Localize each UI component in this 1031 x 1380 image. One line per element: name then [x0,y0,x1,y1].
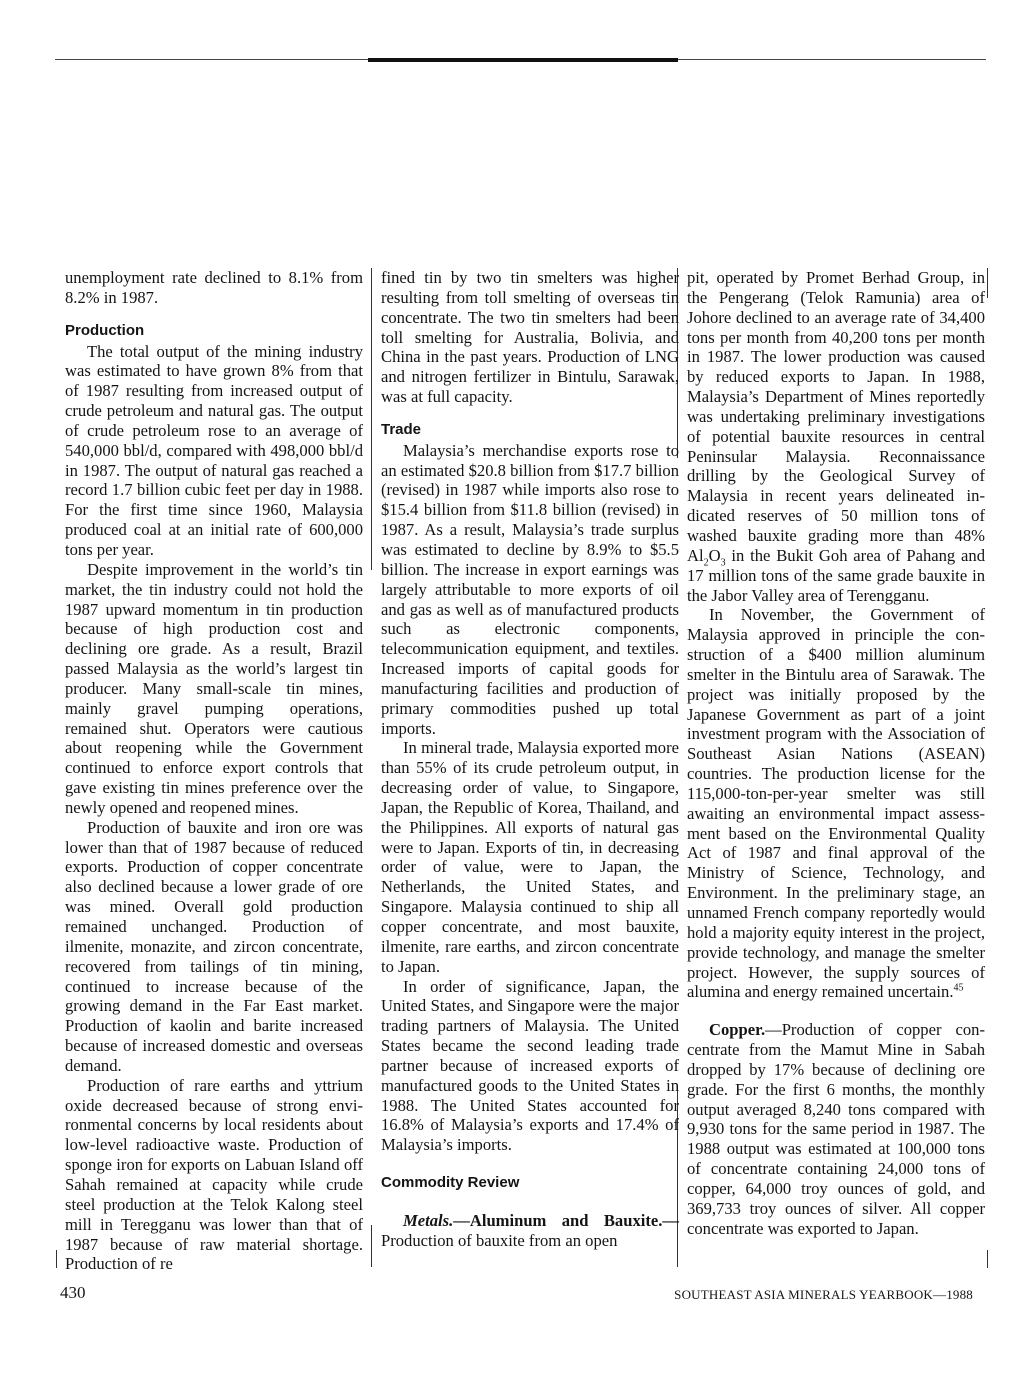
paragraph: unemployment rate declined to 8.1% from 8.2% in 1987. [65,268,363,307]
runin-heading-metals: Metals. [403,1210,454,1230]
paragraph: In mineral trade, Malaysia exported more than 55% of its crude petroleum output, in decreasing order of value, to Singapore, Japan, the Republic of Korea, Thailand, and the Philippines. All exports of natural gas were to Japan. Exports of tin, in decreasing order of value, were to Japan, the Netherlands, the United States, and Singapore. Malaysia continued to ship all copper concentrate, and most bauxite, ilmenite, rare earths, and zircon concentrate to Japan. [381,738,679,976]
column-divider [371,1225,372,1267]
paragraph-text: pit, operated by Promet Berhad Group, in the Pengerang (Telok Ramunia) area of Johore declined to an average rate of 34,400 tons per month from 40,200 tons per month in 1987. The lower production was caused by reduced exports to Japan. In 1988, Malaysia’s Department of Mines reportedly was undertaking preliminary investigations of potential bauxite resources in central Peninsular Malaysia. Reconnaissance drilling by the Geological Survey of Malaysia in recent years delineated indicated reserves of 50 million tons of washed bauxite grading more than 48% [687,268,985,545]
paragraph: Malaysia’s merchandise exports rose to an estimated $20.8 billion from $17.7 billion (revised) in 1987 while imports also rose to $15.4 billion from $11.8 billion (revised) in 1987. As a result, Malaysia’s trade surplus was estimated to decline by 8.9% to $5.5 billion. The increase in export earnings was largely attributable to more exports of oil and gas as well as of manufactured products such as electronic components, telecommunication equipment, and textiles. Increased imports of capital goods for manufacturing facilities and production of primary commodities pushed up total imports. [381,440,679,738]
header-rule-accent [368,58,678,62]
runin-heading-aluminum: —Aluminum and Bauxite.— [453,1210,679,1230]
column-divider [371,268,372,570]
chemical-formula: $Al_2O_3$ [687,545,726,569]
section-heading-commodity-review: Commodity Review [381,1174,520,1192]
paragraph [381,1211,679,1251]
paragraph-text: —Production of copper concentrate from the Mamut Mine in Sabah dropped by 17% because of declining ore grade. For the first 6 months, the monthly output averaged 8,240 tons compared with 9,930 tons for the same period in 1987. The 1988 output was estimated at 100,000 tons of concentrate containing 24,000 tons of copper, 64,000 troy ounces of gold, and 369,733 troy ounces of silver. All copper concentrate was exported to Japan. [687,1020,985,1238]
paragraph-text: in the Bukit Goh area of Pahang and 17 million tons of the same grade bauxite in the Jabor Valley area of Terengganu. [687,545,985,605]
column-divider [56,1250,57,1268]
column-divider [987,1250,988,1268]
page-number: 430 [60,1283,86,1302]
paragraph [687,268,985,605]
section-heading-trade: Trade [381,420,422,438]
paragraph: Production of bauxite and iron ore was lower than that of 1987 because of reduced exports. Production of copper concentrate also declined because a lower grade of ore was mined. Overall gold production remained unchanged. Production of ilmenite, monazite, and zircon concentrate, recovered from tailings of tin mining, continued to increase because of the growing demand in the Far East market. Production of kaolin and barite increased because of increased domestic and overseas demand. [65,817,363,1075]
section-heading-production: Production [65,321,145,339]
paragraph-text: In November, the Government of Malaysia approved in principle the construction of a $400 million aluminum smelter in the Bintulu area of Sarawak. The project was initially proposed by the Japanese Government as part of a joint investment program with the Association of Southeast Asian Nations (ASEAN) countries. The production license for the 115,000-ton-per-year smelter was still awaiting an environmental impact assessment based on the Environmental Quality Act of 1987 and final approval of the Ministry of Science, Technology, and Environment. In the preliminary stage, an unnamed French company reportedly would hold a majority equity interest in the project, provide technology, and manage the smelter project. However, the supply sources of alumina and energy remained uncertain. [687,605,985,1002]
paragraph: fined tin by two tin smelters was higher resulting from toll smelting of overseas tin concentrate. The two tin smelters had been toll smelting for Australia, Bolivia, and China in the past years. Production of LNG and nitrogen fertilizer in Bintulu, Sarawak, was at full capacity. [381,268,679,407]
paragraph [687,1020,985,1238]
text-column-1 [65,268,363,1274]
column-divider [987,268,988,298]
text-column-2 [381,268,679,1251]
footnote-ref: 45 [953,982,964,994]
paragraph [687,605,985,1002]
text-column-3 [687,268,985,1239]
paragraph-text: Production of bauxite from an open [381,1230,618,1250]
paragraph: Despite improvement in the world’s tin market, the tin industry could not hold the 1987 upward momentum in tin production because of high production cost and declining ore grade. As a result, Brazil passed Malaysia as the world’s largest tin producer. Many small-scale tin mines, mainly gravel pumping operations, remained shut. Operators were cautious about reopening while the Government continued to enforce export controls that gave existing tin mines preference over the newly opened and reopened mines. [65,559,363,817]
paragraph: The total output of the mining industry was estimated to have grown 8% from that of 1987 resulting from increased output of crude petroleum and natural gas. The output of crude petroleum rose to an average of 540,000 bbl/d, compared with 498,000 bbl/d in 1987. The output of natural gas reached a record 1.7 billion cubic feet per day in 1988. For the first time since 1960, Malaysia produced coal at an initial rate of 600,000 tons per year. [65,341,363,559]
running-footer: SOUTHEAST ASIA MINERALS YEARBOOK—1988 [674,1287,973,1302]
runin-heading-copper: Copper. [709,1020,766,1040]
paragraph: In order of significance, Japan, the United States, and Singapore were the major trading partners of Malaysia. The United States became the second leading trade partner because of increased exports of manufactured goods to the United States in 1988. The United States accounted for 16.8% of Malaysia’s exports and 17.4% of Malaysia’s imports. [381,976,679,1155]
paragraph: Production of rare earths and yttrium oxide decreased because of strong environmental concerns by local residents about low-level radioactive waste. Production of sponge iron for exports on Labuan Island off Sahah remained at capacity while crude steel production at the Telok Kalong steel mill in Teregganu was lower than that of 1987 because of raw material shortage. Production of re [65,1075,363,1274]
